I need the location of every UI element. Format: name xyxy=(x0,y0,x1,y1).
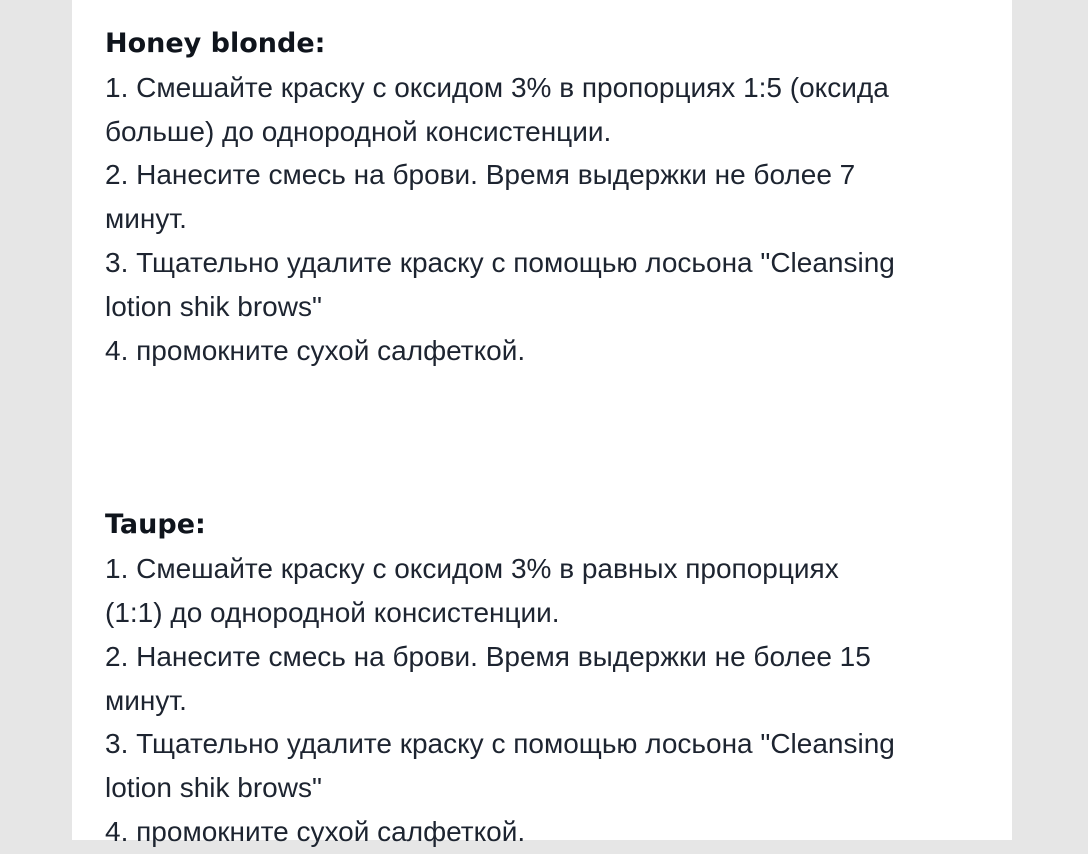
instruction-line: lotion shik brows" xyxy=(105,290,322,322)
document-page xyxy=(72,0,1012,847)
instruction-line: lotion shik brows" xyxy=(105,772,322,804)
section-title: Honey blonde: xyxy=(105,28,326,59)
document-body xyxy=(105,22,1005,854)
instruction-line: 4. промокните сухой салфеткой. xyxy=(105,334,526,366)
section-spacer xyxy=(105,372,1005,503)
instruction-line: 3. Тщательно удалите краску с помощью лосьона "Cleansing xyxy=(105,728,895,760)
instruction-line: 2. Нанесите смесь на брови. Время выдержки не более 7 xyxy=(105,159,856,191)
instruction-line: 3. Тщательно удалите краску с помощью лосьона "Cleansing xyxy=(105,246,895,278)
instruction-line: минут. xyxy=(105,684,187,716)
instruction-line: 1. Смешайте краску с оксидом 3% в пропорциях 1:5 (оксида xyxy=(105,71,889,103)
instruction-line: 1. Смешайте краску с оксидом 3% в равных пропорциях xyxy=(105,553,839,585)
instruction-line: больше) до однородной консистенции. xyxy=(105,115,612,147)
instruction-line: 2. Нанесите смесь на брови. Время выдержки не более 15 xyxy=(105,640,871,672)
section-taupe xyxy=(105,503,1005,853)
instruction-line: (1:1) до однородной консистенции. xyxy=(105,596,560,628)
section-honey-blonde xyxy=(105,22,1005,372)
instruction-line: 4. промокните сухой салфеткой. xyxy=(105,815,526,847)
section-title: Taupe: xyxy=(105,509,206,541)
instruction-line: минут. xyxy=(105,203,187,235)
